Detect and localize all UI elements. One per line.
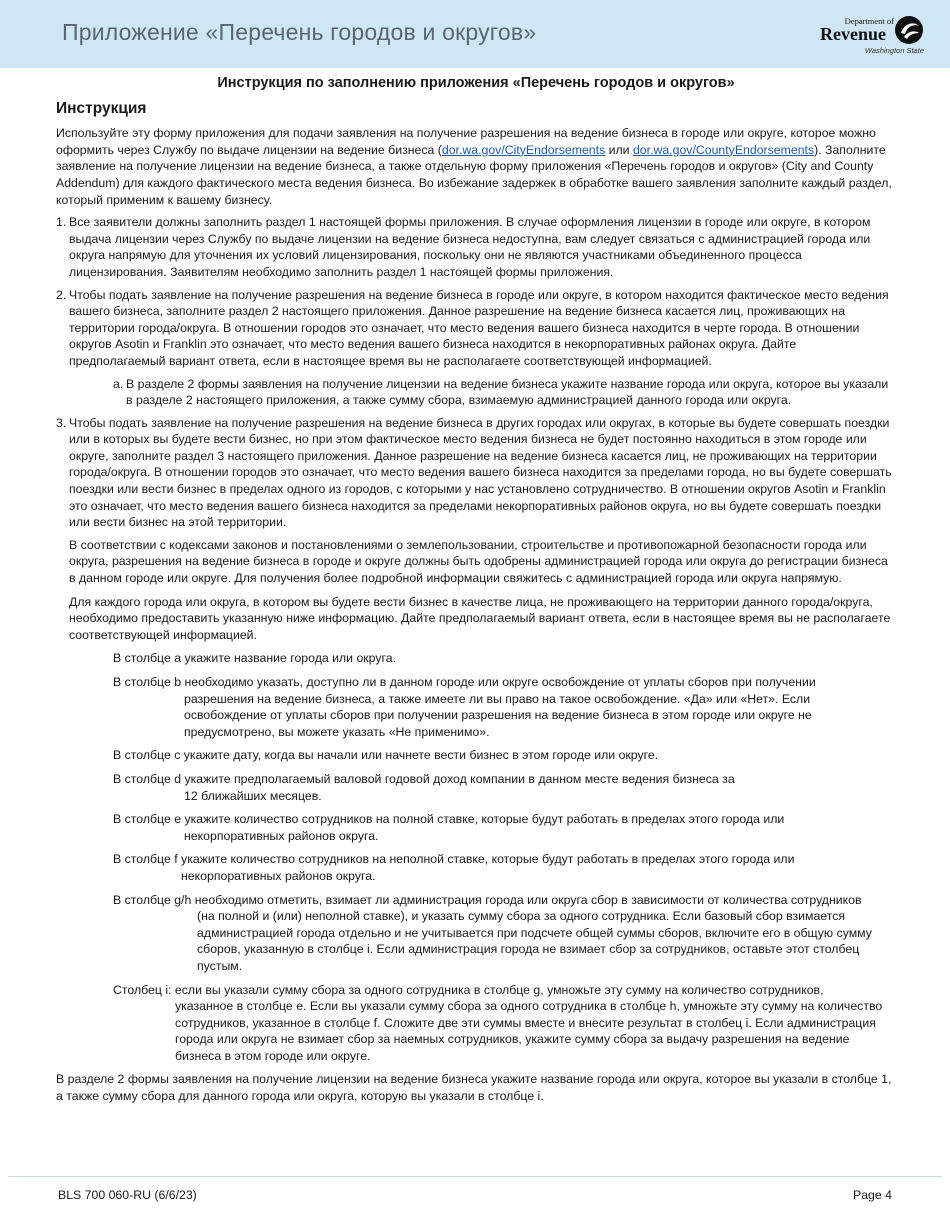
each-city-paragraph: Для каждого города или округа, в котором вы будете вести бизнес в качестве лица, не проживающего на территории данного города/округа, необходимо предоставить указанную ниже информацию. Дайте предполагаемый вариант ответа, если в настоящее время вы не располагаете соответствующей информацией. xyxy=(69,594,891,642)
column-gh-instruction xyxy=(113,892,896,975)
dor-logo xyxy=(818,14,930,58)
sub-item-a xyxy=(113,376,896,409)
logo-state-text: Washington State xyxy=(864,46,924,55)
column-label: В столбце g/h xyxy=(113,892,192,907)
list-item-number: 1. xyxy=(56,215,67,230)
column-continuation: 12 ближайших месяцев. xyxy=(184,788,322,803)
footer-divider xyxy=(8,1176,942,1177)
column-label: В столбце f xyxy=(113,852,178,867)
column-label: В столбце c xyxy=(113,748,181,763)
list-item-2 xyxy=(56,287,896,370)
intro-text-1: Используйте эту форму приложения для подачи заявления на получение разрешения на ведение бизнеса в городе или округе, которое можно оформить через Службу по выдаче лицензии на ведение бизнеса ( xyxy=(56,126,876,157)
column-c-instruction xyxy=(113,747,896,764)
column-continuation: указанное в столбце e. Если вы указали сумму сбора за одного сотрудника в столбце h, умножьте эту сумму на количество сотрудников, указанное в столбце f. Сложите две эти суммы вместе и внесите результат в столбец i. Если администрация города или округа не взимает сбор за наемных сотрудников, укажите сумму сбора за выдачу разрешения на ведение бизнеса в этом городе или округе. xyxy=(175,999,883,1063)
city-endorsements-link[interactable]: dor.wa.gov/CityEndorsements xyxy=(441,142,606,157)
column-continuation: некорпоративных районов округа. xyxy=(181,868,376,883)
column-continuation: (на полной и (или) неполной ставке), и указать сумму сбора за одного сотрудника. Если базовый сбор взимается администрацией города отдельно и не учитывается при подсчете общей суммы сборов, включите его в общую сумму сборов, указанную в столбце i. Если администрация города не взимает сбор за сотрудников, оставьте этот столбец пустым. xyxy=(197,909,872,973)
logo-revenue-text: Revenue xyxy=(820,24,886,44)
column-a-instruction xyxy=(113,650,896,667)
list-item-text: Чтобы подать заявление на получение разрешения на ведение бизнеса в городе или округе, в котором находится фактическое место ведения вашего бизнеса, заполните раздел 2 настоящего приложения. Данное разрешение на ведение бизнеса касается лиц, проживающих на территории города/округа. В отношении городов это означает, что место ведения вашего бизнеса находится в черте города. В отношении округов Asotin и Franklin это означает, что место ведения вашего бизнеса находится в некорпоративных районах округа. Дайте предполагаемый вариант ответа, если в настоящее время вы не располагаете соответствующей информацией. xyxy=(69,287,889,368)
intro-or-text: или xyxy=(605,142,633,157)
sub-item-text: В разделе 2 формы заявления на получение лицензии на ведение бизнеса укажите название города или округа, которое вы указали в разделе 2 настоящего приложения, а также сумму сбора, взимаемую администрацией данного города или округа. xyxy=(126,376,889,408)
dor-logo-mark-icon xyxy=(892,14,926,46)
column-e-instruction xyxy=(113,811,896,844)
column-continuation: некорпоративных районов округа. xyxy=(184,828,379,843)
column-label: Столбец i: xyxy=(113,982,172,997)
column-label: В столбце e xyxy=(113,812,182,827)
intro-text-2: ). Заполните заявление на получение лицензии на ведение бизнеса, а также отдельную форму приложения «Перечень городов и округов» (City and County Addendum) для каждого фактического места ведения бизнеса. Во избежание задержек в обработке вашего заявления заполните каждый раздел, который применим к вашему бизнесу. xyxy=(56,142,892,207)
list-item-number: 2. xyxy=(56,287,67,302)
intro-paragraph xyxy=(56,125,896,208)
list-item-number: 3. xyxy=(56,415,67,430)
page-header-title: Приложение «Перечень городов и округов» xyxy=(62,19,537,45)
header-banner xyxy=(0,0,950,68)
column-text: необходимо указать, доступно ли в данном городе или округе освобождение от уплаты сборов при получении xyxy=(181,675,816,689)
closing-paragraph: В разделе 2 формы заявления на получение лицензии на ведение бизнеса укажите название города или округа, которое вы указали в столбце 1, а также сумму сбора для данного города или округа, которую вы указали в столбце i. xyxy=(56,1072,892,1104)
list-item-3 xyxy=(56,415,896,531)
column-text: укажите название города или округа. xyxy=(181,651,396,666)
column-label: В столбце b xyxy=(113,675,182,689)
column-b-instruction xyxy=(113,674,896,740)
logo-dept-text: Department of xyxy=(844,16,894,26)
column-text: укажите дату, когда вы начали или начнете вести бизнес в этом городе или округе. xyxy=(180,748,659,763)
column-text: если вы указали сумму сбора за одного сотрудника в столбце g, умножьте эту сумму на количество сотрудников, xyxy=(171,982,824,997)
column-label: В столбце a xyxy=(113,651,182,666)
section-title: Инструкция xyxy=(56,99,147,117)
document-body xyxy=(56,74,896,1111)
sub-item-letter: a. xyxy=(113,376,124,391)
column-label: В столбце d xyxy=(113,771,182,786)
column-text: укажите количество сотрудников на неполной ставке, которые будут работать в пределах этого города или xyxy=(177,852,795,867)
column-f-instruction xyxy=(113,851,896,884)
form-code: BLS 700 060-RU (6/6/23) xyxy=(58,1188,197,1202)
column-continuation: разрешения на ведение бизнеса, а также имеете ли вы право на такое освобождение. «Да» или «Нет». Если освобождение от уплаты сборов при получении разрешения на ведение бизнеса в этом городе или округе не предусмотрено, вы можете указать «Не применимо». xyxy=(184,691,812,739)
page-number: Page 4 xyxy=(853,1188,892,1202)
county-endorsements-link[interactable]: dor.wa.gov/CountyEndorsements xyxy=(632,142,815,157)
column-text: необходимо отметить, взимает ли администрация города или округа сбор в зависимости от количества сотрудников xyxy=(191,892,862,907)
list-item-text: Чтобы подать заявление на получение разрешения на ведение бизнеса в других городах или округах, в которые вы будете совершать поездки или в которых вы будете вести бизнес, но при этом фактическое место ведения бизнеса не будет постоянно находиться в этом городе или округе, заполните раздел 3 настоящего приложения. Данное разрешение на ведение бизнеса касается лиц, не проживающих на территории города/округа. В отношении городов это означает, что место ведения вашего бизнеса находится за пределами города, но вы будете совершать поездки или вести бизнес в пределах одного из городов, с которыми у нас установлено сотрудничество. В отношении округов Asotin и Franklin это означает, что место ведения вашего бизнеса находится за пределами некорпоративных районов округа, но вы будете совершать поездки или вести бизнес на этой территории. xyxy=(69,415,892,530)
column-d-instruction xyxy=(113,771,896,804)
list-item-text: Все заявители должны заполнить раздел 1 настоящей формы приложения. В случае оформления лицензии в городе или округе, в котором выдача лицензии через Службу по выдаче лицензии на ведение бизнеса недоступна, вам следует связаться с администрацией города или округа напрямую для уточнения их условий лицензирования, поскольку они не являются участниками объединенного процесса лицензирования. Заявителям необходимо заполнить раздел 1 настоящей формы приложения. xyxy=(69,215,871,279)
codes-paragraph: В соответствии с кодексами законов и постановлениями о землепользовании, строительстве и противопожарной безопасности города или округа, разрешения на ведение бизнеса в городе и округе должны быть одобрены администрацией города или округа до регистрации бизнеса в данном городе или округе. Для получения более подробной информации свяжитесь с администрацией города или округа напрямую. xyxy=(69,537,888,586)
main-title: Инструкция по заполнению приложения «Перечень городов и округов» xyxy=(217,75,735,91)
column-i-instruction xyxy=(113,982,896,1065)
column-text: укажите количество сотрудников на полной ставке, которые будут работать в пределах этого города или xyxy=(181,812,785,827)
column-text: укажите предполагаемый валовой годовой доход компании в данном месте ведения бизнеса за xyxy=(181,771,735,786)
list-item-1 xyxy=(56,214,896,280)
